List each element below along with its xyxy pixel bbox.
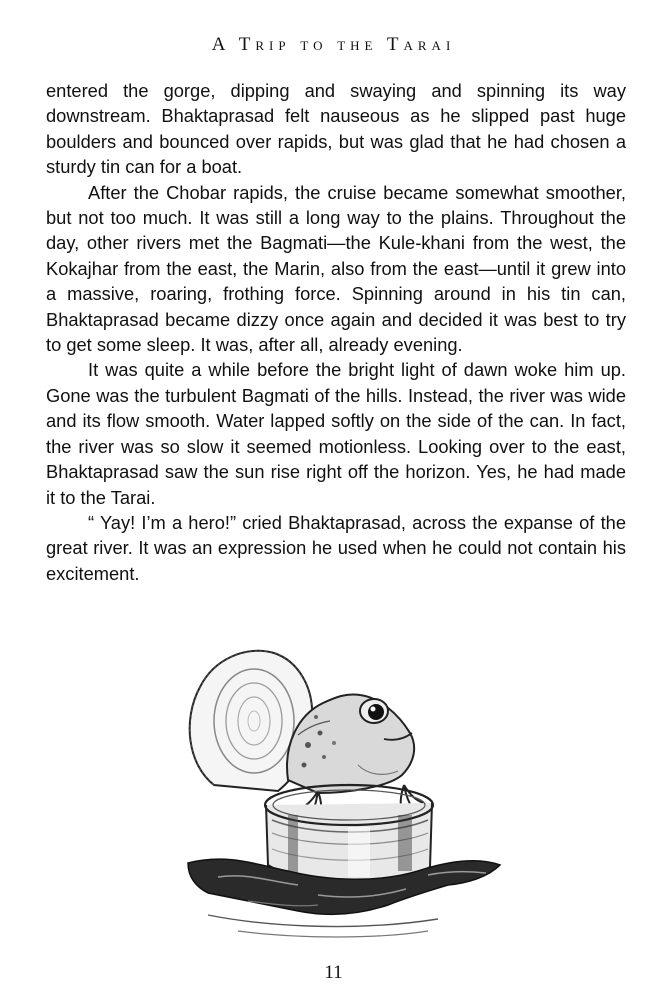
- frog-in-tin-can-drawing: [148, 615, 518, 945]
- paragraph: “ Yay! I’m a hero!” cried Bhaktaprasad, across the expanse of the great river. It was an expression he used when he could not contain his excitement.: [46, 511, 626, 584]
- frog: [287, 694, 424, 817]
- page-number: 11: [324, 962, 343, 983]
- paragraph: It was quite a while before the bright light of dawn woke him up. Gone was the turbulent Bagmati of the hills. Instead, the river was wide and its flow smooth. Water lapped softly on the side of the can. In fact, the river was so slow it seemed motionless. Looking over to the east, Bhaktaprasad saw the sun rise right off the horizon. Yes, he had made it to the Tarai.: [46, 359, 626, 508]
- paragraph: After the Chobar rapids, the cruise became somewhat smoother, but not too much. It was still a long way to the plains. Throughout the day, other rivers met the Bagmati—the Kule-khani from the west, the Kokajhar from the east, the Marin, also from the east—until it grew into a massive, roaring, frothing force. Spinning around in his tin can, Bhaktaprasad became dizzy once again and decided it was best to try to get some sleep. It was, after all, already evening.: [46, 181, 626, 356]
- running-head: A Trip to the Tarai: [211, 34, 456, 55]
- body-text: [46, 78, 626, 586]
- paragraph-continued: entered the gorge, dipping and swaying and spinning its way downstream. Bhaktaprasad felt nauseous as he slipped past huge boulders and bounced over rapids, but was glad that he had chosen a sturdy tin can for a boat.: [46, 80, 626, 178]
- frog-in-tin-can-illustration: [148, 615, 518, 945]
